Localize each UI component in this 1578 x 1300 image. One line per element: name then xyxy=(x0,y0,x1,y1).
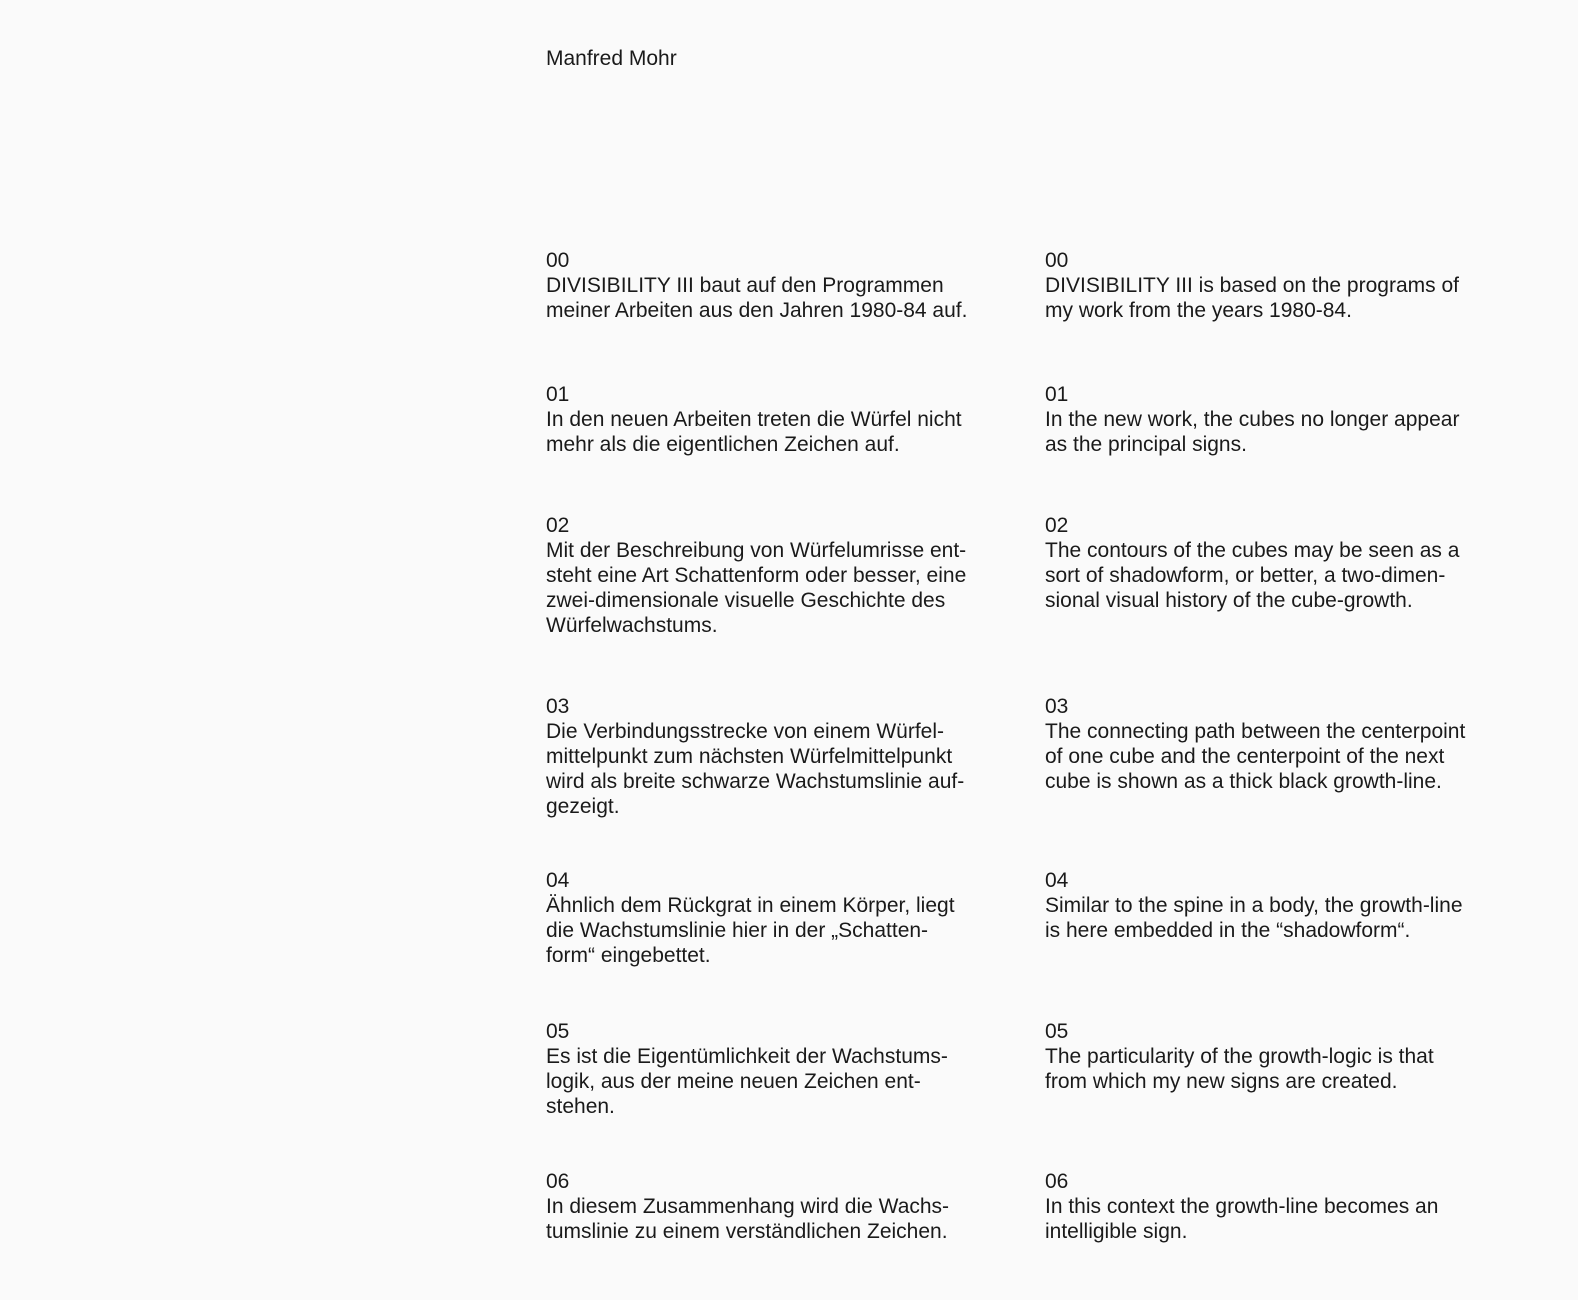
section-number: 01 xyxy=(1045,383,1069,406)
text-line: as the principal signs. xyxy=(1045,433,1247,456)
section-number: 02 xyxy=(1045,514,1069,537)
section-number: 06 xyxy=(546,1170,570,1193)
text-line: mehr als die eigentlichen Zeichen auf. xyxy=(546,433,900,456)
text-line: The contours of the cubes may be seen as a xyxy=(1045,539,1460,562)
german-section-05 xyxy=(546,1019,948,1119)
section-number: 00 xyxy=(1045,249,1069,272)
german-section-04 xyxy=(546,868,955,968)
text-line: In den neuen Arbeiten treten die Würfel nicht xyxy=(546,408,962,431)
text-line: steht eine Art Schattenform oder besser, eine xyxy=(546,564,967,587)
text-line: of one cube and the centerpoint of the next xyxy=(1045,745,1445,768)
text-line: The connecting path between the centerpoint xyxy=(1045,720,1466,743)
text-line: Ähnlich dem Rückgrat in einem Körper, liegt xyxy=(546,894,955,917)
text-line: Similar to the spine in a body, the growth-line xyxy=(1045,894,1463,917)
text-line: cube is shown as a thick black growth-line. xyxy=(1045,770,1442,793)
text-line: die Wachstumslinie hier in der „Schatten- xyxy=(546,919,929,942)
text-line: In the new work, the cubes no longer appear xyxy=(1045,408,1460,431)
text-line: DIVISIBILITY III is based on the programs of xyxy=(1045,274,1459,297)
section-number: 05 xyxy=(546,1020,570,1043)
english-section-06 xyxy=(1045,1169,1438,1244)
text-line: Würfelwachstums. xyxy=(546,614,718,637)
text-line: In this context the growth-line becomes an xyxy=(1045,1195,1439,1218)
english-section-05 xyxy=(1045,1019,1434,1094)
text-line: gezeigt. xyxy=(546,795,620,818)
english-section-03 xyxy=(1045,694,1465,794)
german-section-02 xyxy=(546,513,966,638)
text-line: meiner Arbeiten aus den Jahren 1980-84 auf. xyxy=(546,299,968,322)
text-line: wird als breite schwarze Wachstumslinie auf- xyxy=(546,770,965,793)
text-line: DIVISIBILITY III baut auf den Programmen xyxy=(546,274,944,297)
english-section-04 xyxy=(1045,868,1463,943)
section-number: 01 xyxy=(546,383,570,406)
section-number: 00 xyxy=(546,249,570,272)
text-line: sort of shadowform, or better, a two-dimen- xyxy=(1045,564,1446,587)
text-line: sional visual history of the cube-growth. xyxy=(1045,589,1413,612)
text-line: stehen. xyxy=(546,1095,615,1118)
german-section-06 xyxy=(546,1169,949,1244)
text-line: Es ist die Eigentümlichkeit der Wachstums- xyxy=(546,1045,948,1068)
section-number: 03 xyxy=(546,695,570,718)
text-line: is here embedded in the “shadowform“. xyxy=(1045,919,1411,942)
german-section-00 xyxy=(546,248,967,323)
text-line: intelligible sign. xyxy=(1045,1220,1188,1243)
english-section-01 xyxy=(1045,382,1459,457)
section-number: 02 xyxy=(546,514,570,537)
german-section-03 xyxy=(546,694,964,819)
author-name: Manfred Mohr xyxy=(546,47,677,70)
section-number: 04 xyxy=(1045,869,1069,892)
text-line: from which my new signs are created. xyxy=(1045,1070,1398,1093)
text-line: In diesem Zusammenhang wird die Wachs- xyxy=(546,1195,950,1218)
section-number: 03 xyxy=(1045,695,1069,718)
english-section-02 xyxy=(1045,513,1459,613)
text-line: Die Verbindungsstrecke von einem Würfel- xyxy=(546,720,945,743)
section-number: 05 xyxy=(1045,1020,1069,1043)
text-line: logik, aus der meine neuen Zeichen ent- xyxy=(546,1070,921,1093)
text-line: form“ eingebettet. xyxy=(546,944,711,967)
text-line: my work from the years 1980-84. xyxy=(1045,299,1352,322)
text-line: zwei-dimensionale visuelle Geschichte des xyxy=(546,589,946,612)
section-number: 04 xyxy=(546,869,570,892)
text-line: Mit der Beschreibung von Würfelumrisse ent- xyxy=(546,539,967,562)
english-section-00 xyxy=(1045,248,1459,323)
text-line: tumslinie zu einem verständlichen Zeichen. xyxy=(546,1220,948,1243)
german-section-01 xyxy=(546,382,962,457)
text-line: mittelpunkt zum nächsten Würfelmittelpunkt xyxy=(546,745,953,768)
section-number: 06 xyxy=(1045,1170,1069,1193)
text-line: The particularity of the growth-logic is that xyxy=(1045,1045,1434,1068)
